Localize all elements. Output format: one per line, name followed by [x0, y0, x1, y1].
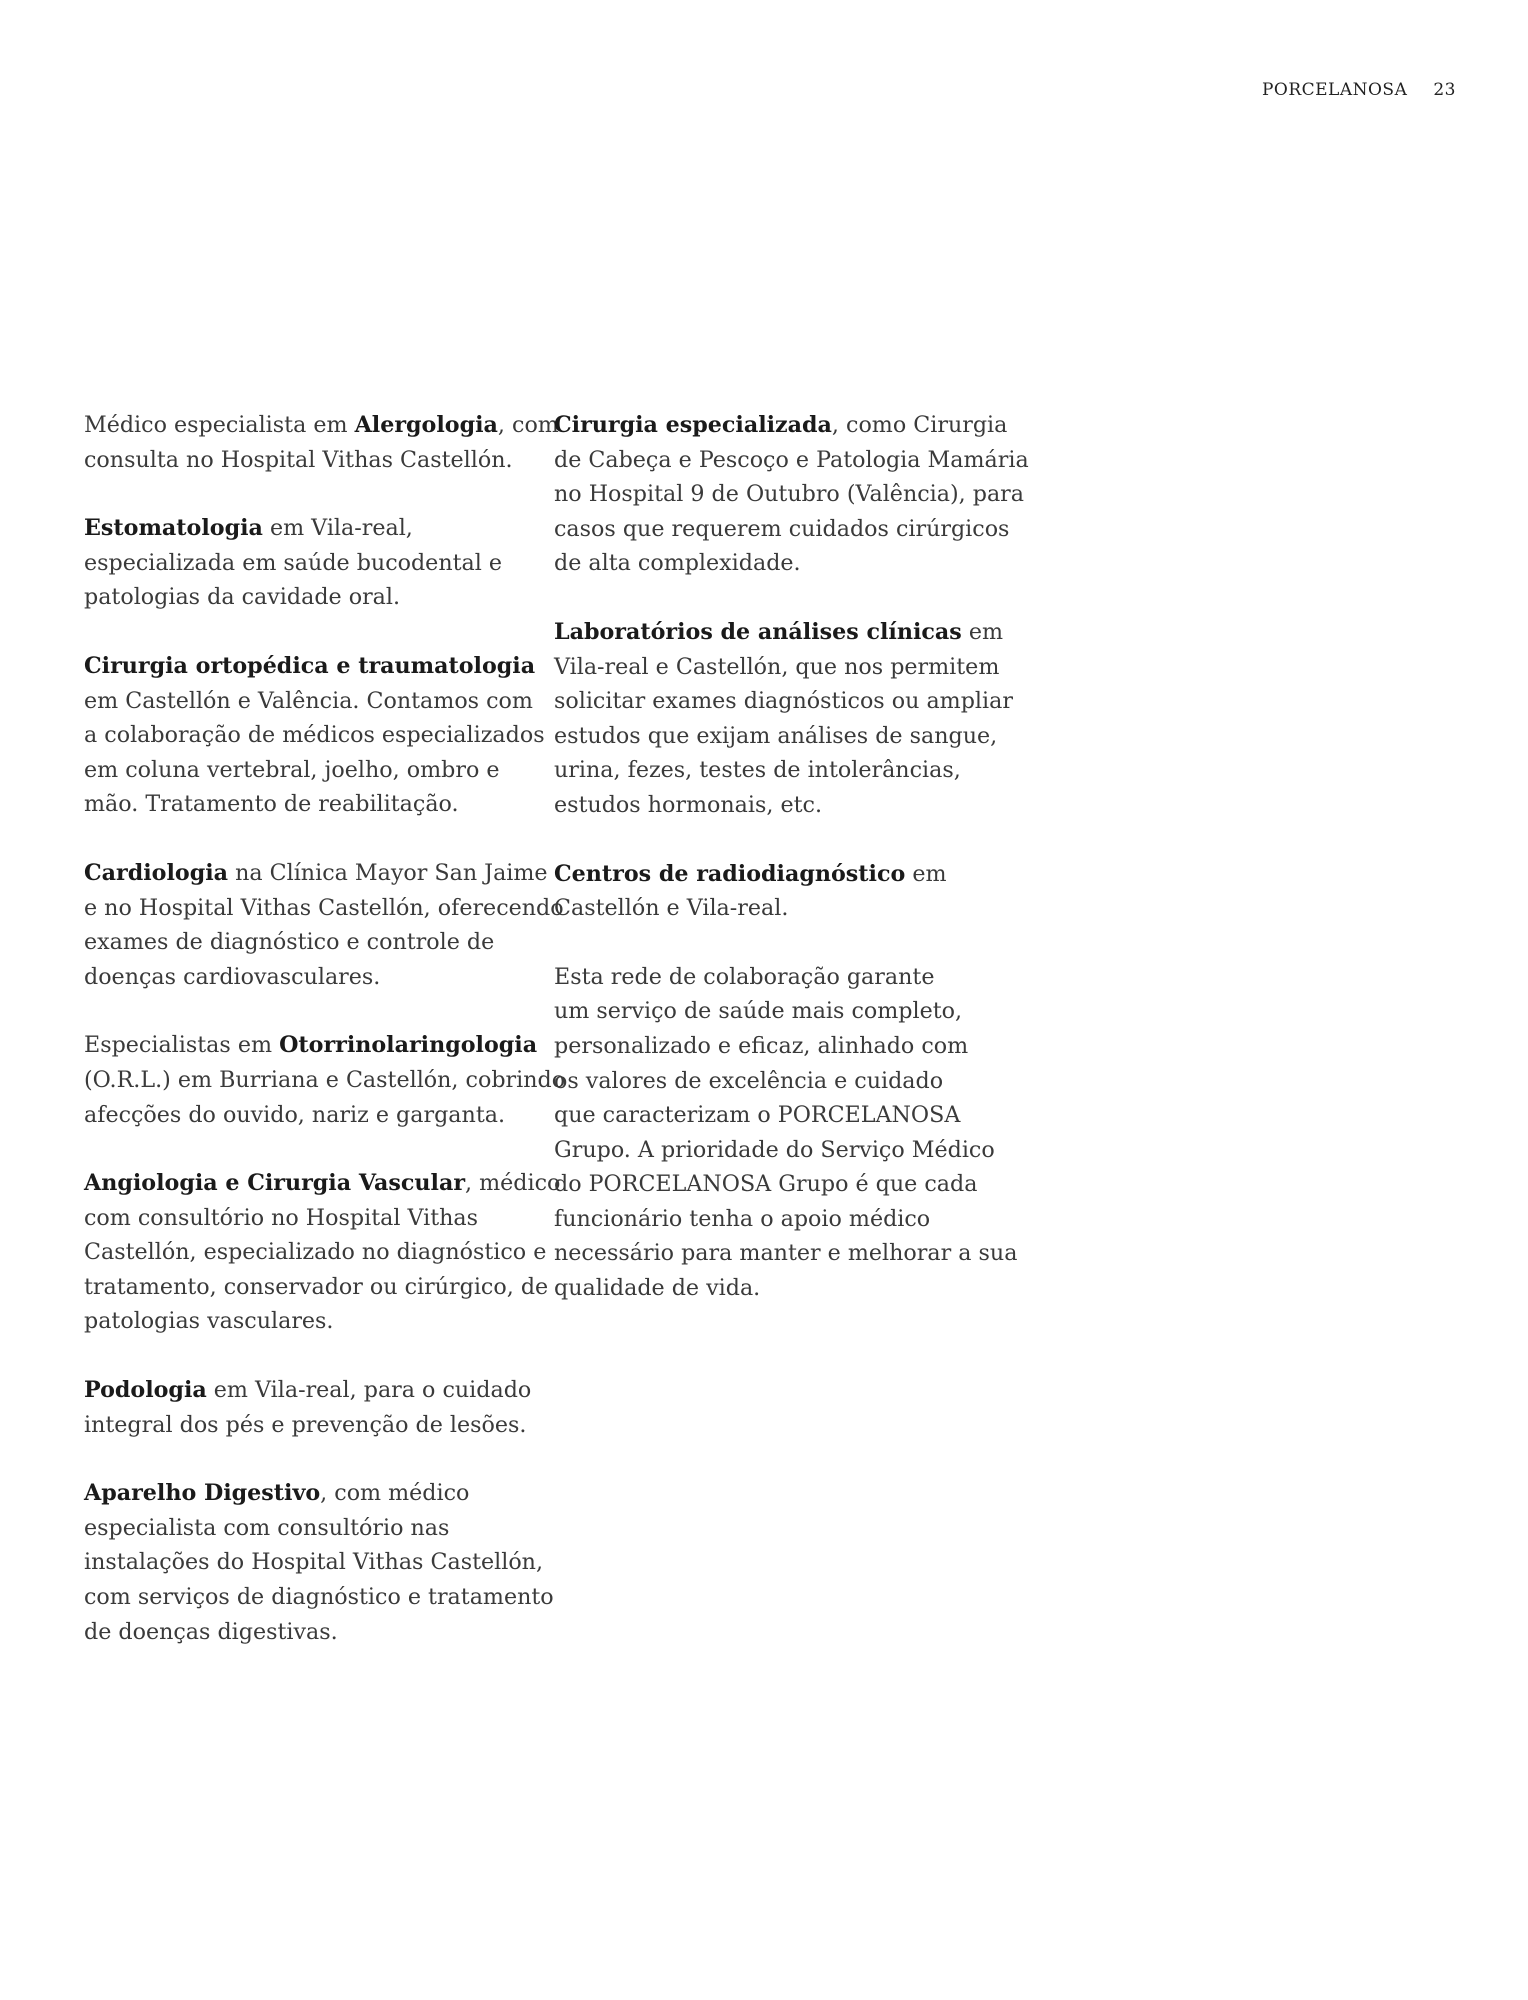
text-line: [554, 546, 994, 581]
text-run: Castellón e Vila-real.: [554, 895, 789, 922]
text-run: Esta rede de colaboração garante: [554, 963, 935, 990]
text-run: doenças cardiovasculares.: [84, 963, 381, 990]
text-line: [554, 1133, 994, 1168]
text-line: [84, 787, 524, 822]
text-line: [554, 994, 994, 1029]
paragraph: [84, 408, 559, 477]
text-line: [554, 1098, 994, 1133]
brand-name: PORCELANOSA: [1261, 80, 1408, 100]
text-run: integral dos pés e prevenção de lesões.: [84, 1411, 527, 1438]
text-line: [84, 960, 524, 995]
text-run: , médico: [465, 1170, 561, 1197]
bold-term: Alergologia: [354, 412, 498, 438]
text-run: solicitar exames diagnósticos ou ampliar: [554, 688, 1013, 715]
text-run: estudos que exijam análises de sangue,: [554, 722, 998, 749]
text-line: [84, 580, 524, 615]
paragraph: [84, 1476, 554, 1649]
text-line: [554, 788, 994, 823]
paragraph: [84, 1373, 532, 1442]
text-line: [554, 960, 994, 995]
paragraph: [84, 856, 564, 994]
text-run: Médico especialista em: [84, 412, 355, 438]
text-line: [84, 1408, 527, 1443]
text-line: [84, 408, 559, 443]
text-run: patologias da cavidade oral.: [84, 584, 401, 611]
text-run: de alta complexidade.: [554, 550, 801, 577]
paragraph: [554, 857, 994, 926]
paragraph: [554, 960, 1018, 1306]
bold-term: Laboratórios de análises clínicas: [554, 618, 962, 645]
text-run: , com: [497, 412, 559, 438]
text-line: [84, 1270, 549, 1305]
paragraph: [84, 511, 524, 615]
text-line: [554, 443, 1029, 478]
text-line: [84, 1545, 544, 1580]
paragraph: [84, 1028, 566, 1132]
text-line: [554, 857, 994, 892]
text-run: um serviço de saúde mais completo,: [554, 998, 963, 1025]
bold-term: Cirurgia ortopédica e traumatologia: [84, 652, 536, 679]
text-line: [554, 719, 998, 754]
right-column: [554, 408, 1029, 1340]
text-line: [84, 1028, 538, 1063]
text-run: personalizado e eficaz, alinhado com: [554, 1032, 969, 1059]
text-line: [84, 1476, 524, 1511]
page-number: 23: [1433, 80, 1456, 100]
text-run: funcionário tenha o apoio médico: [554, 1205, 931, 1232]
bold-term: Otorrinolaringologia: [279, 1032, 538, 1059]
text-line: [84, 753, 524, 788]
bold-term: Aparelho Digestivo: [84, 1480, 321, 1507]
text-line: [84, 718, 545, 753]
text-line: [554, 615, 1003, 650]
text-line: [84, 1201, 524, 1236]
bold-term: Cardiologia: [84, 859, 229, 886]
text-run: de doenças digestivas.: [84, 1618, 338, 1645]
text-run: em Vila-real,: [262, 515, 413, 542]
paragraph: [554, 615, 1013, 823]
text-run: instalações do Hospital Vithas Castellón,: [84, 1549, 544, 1576]
text-line: [84, 856, 548, 891]
text-run: e no Hospital Vithas Castellón, oferecendo: [84, 894, 564, 921]
text-line: [554, 891, 994, 926]
bold-term: Estomatologia: [84, 515, 263, 542]
text-line: [554, 477, 1025, 512]
text-run: especializada em saúde bucodental e: [84, 549, 503, 576]
text-line: [84, 684, 533, 719]
text-run: no Hospital 9 de Outubro (Valência), para: [554, 481, 1025, 508]
text-line: [554, 1029, 994, 1064]
bold-term: Cirurgia especializada: [554, 412, 832, 438]
text-run: (O.R.L.) em Burriana e Castellón, cobrindo: [84, 1066, 566, 1093]
left-column: [84, 408, 566, 1683]
paragraph: [554, 408, 1029, 581]
bold-term: Centros de radiodiagnóstico: [554, 860, 906, 887]
text-run: em: [961, 618, 1003, 645]
text-line: [554, 1064, 994, 1099]
text-run: a colaboração de médicos especializados: [84, 722, 545, 749]
text-run: do PORCELANOSA Grupo é que cada: [554, 1171, 978, 1198]
text-line: [84, 1511, 524, 1546]
text-run: em coluna vertebral, joelho, ombro e: [84, 756, 500, 783]
text-line: [554, 1236, 1018, 1271]
text-line: [84, 891, 564, 926]
text-run: , como Cirurgia: [831, 412, 1008, 438]
page-header: [1262, 80, 1456, 100]
text-run: na Clínica Mayor San Jaime: [228, 859, 548, 886]
text-run: em Vila-real, para o cuidado: [206, 1377, 532, 1404]
text-line: [554, 684, 1013, 719]
text-run: de Cabeça e Pescoço e Patologia Mamária: [554, 446, 1029, 473]
text-line: [84, 1304, 524, 1339]
text-run: urina, fezes, testes de intolerâncias,: [554, 757, 961, 784]
text-run: patologias vasculares.: [84, 1308, 334, 1335]
text-run: casos que requerem cuidados cirúrgicos: [554, 515, 1010, 542]
text-run: afecções do ouvido, nariz e garganta.: [84, 1101, 506, 1128]
text-run: especialista com consultório nas: [84, 1514, 450, 1541]
text-line: [84, 1373, 532, 1408]
text-run: com consultório no Hospital Vithas: [84, 1204, 479, 1231]
text-line: [84, 1063, 566, 1098]
text-run: com serviços de diagnóstico e tratamento: [84, 1584, 554, 1611]
text-run: consulta no Hospital Vithas Castellón.: [84, 446, 513, 473]
text-line: [554, 408, 1008, 443]
text-run: estudos hormonais, etc.: [554, 791, 823, 818]
text-line: [554, 1167, 994, 1202]
text-line: [84, 1235, 547, 1270]
text-run: em: [905, 860, 947, 887]
bold-term: Angiologia e Cirurgia Vascular: [84, 1170, 466, 1197]
text-line: [84, 1580, 554, 1615]
text-line: [84, 1166, 561, 1201]
text-run: tratamento, conservador ou cirúrgico, de: [84, 1273, 549, 1300]
text-run: em Castellón e Valência. Contamos com: [84, 687, 533, 714]
text-run: , com médico: [320, 1480, 470, 1507]
text-line: [84, 546, 524, 581]
bold-term: Podologia: [84, 1377, 207, 1404]
text-line: [84, 1615, 524, 1650]
text-line: [554, 1271, 994, 1306]
text-run: Vila-real e Castellón, que nos permitem: [554, 653, 1000, 680]
text-run: qualidade de vida.: [554, 1275, 761, 1302]
text-run: Castellón, especializado no diagnóstico e: [84, 1239, 547, 1266]
text-run: mão. Tratamento de reabilitação.: [84, 791, 459, 818]
text-line: [554, 512, 1010, 547]
text-run: que caracterizam o PORCELANOSA: [554, 1102, 961, 1129]
paragraph: [84, 649, 545, 822]
text-run: Grupo. A prioridade do Serviço Médico: [554, 1136, 995, 1163]
text-line: [84, 925, 524, 960]
text-run: Especialistas em: [84, 1032, 280, 1059]
text-line: [84, 1098, 524, 1133]
text-run: os valores de excelência e cuidado: [554, 1067, 944, 1094]
text-line: [84, 443, 524, 478]
text-line: [554, 650, 1000, 685]
paragraph: [84, 1166, 561, 1339]
text-run: necessário para manter e melhorar a sua: [554, 1240, 1018, 1267]
text-line: [554, 1202, 994, 1237]
text-line: [554, 753, 994, 788]
text-line: [84, 649, 536, 684]
text-run: exames de diagnóstico e controle de: [84, 929, 495, 956]
text-line: [84, 511, 524, 546]
